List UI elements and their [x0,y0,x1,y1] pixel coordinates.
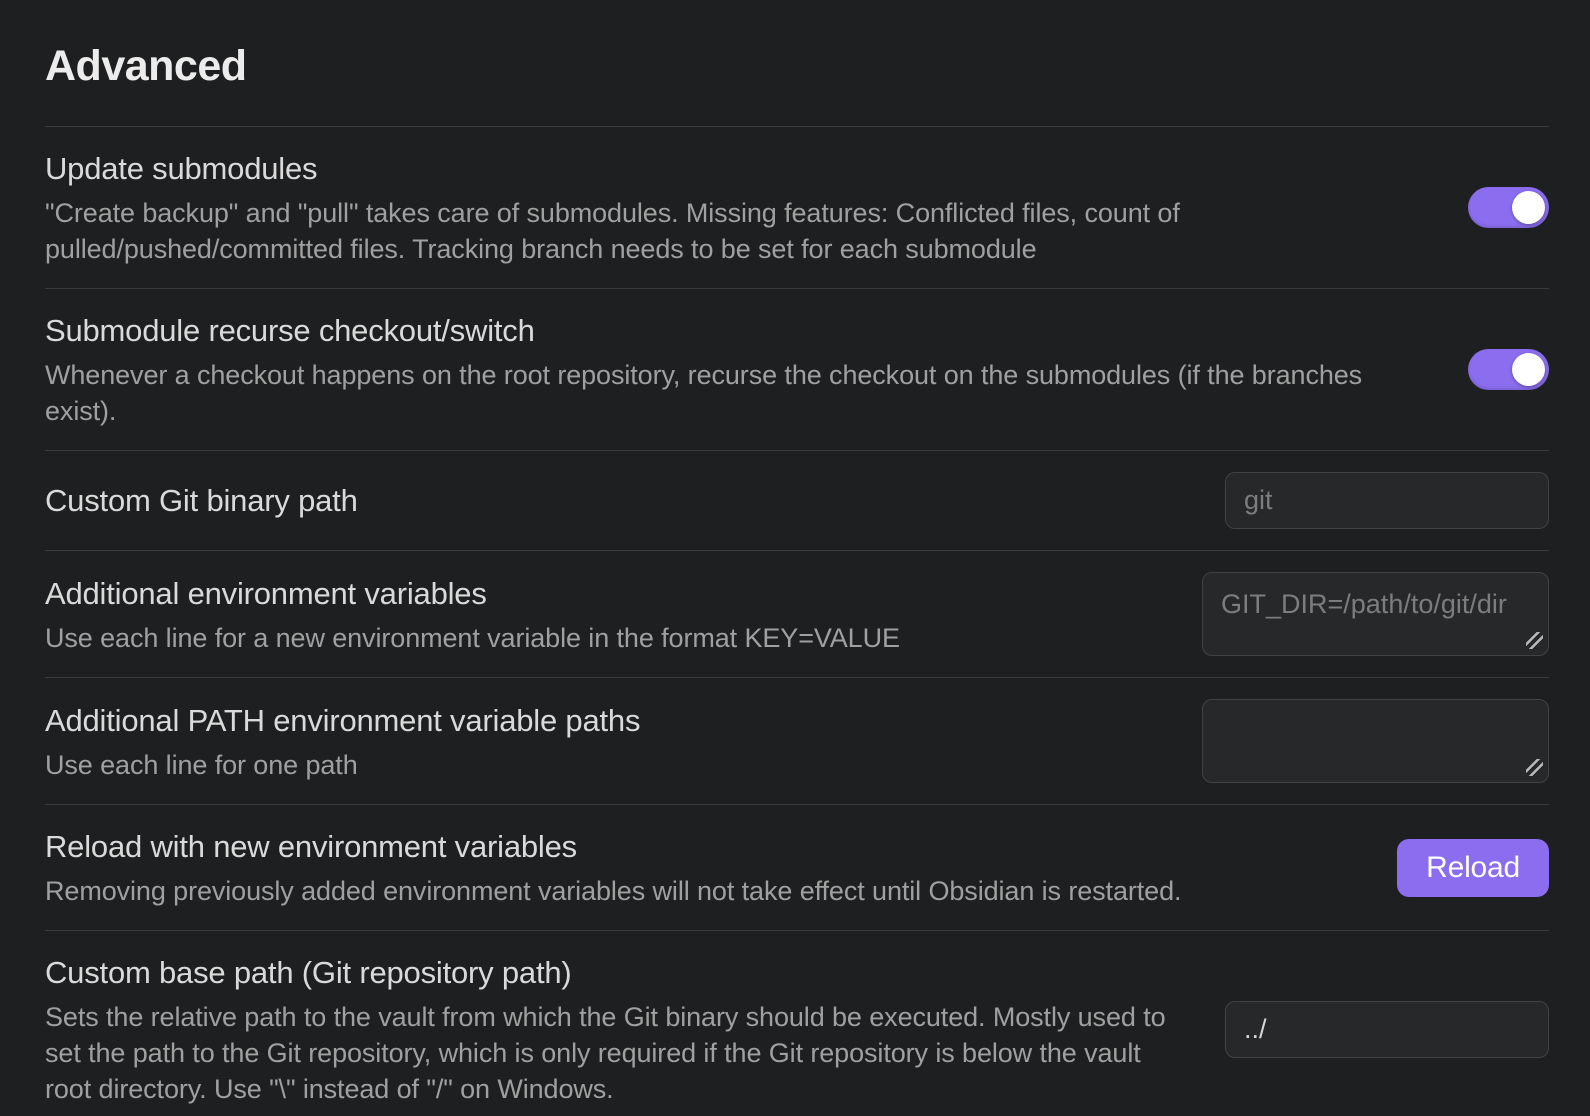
setting-control [1397,839,1549,897]
setting-name: Update submodules [45,151,318,186]
setting-control [1468,349,1549,390]
setting-row-custom-base-path [45,931,1549,1116]
setting-control [1225,472,1549,529]
setting-name: Custom base path (Git repository path) [45,955,572,990]
setting-description: Sets the relative path to the vault from which the Git binary should be executed. Mostly used to set the path to the Git repository, which is only required if the Git repository is below the vault root directory. Use "\" instead of "/" on Windows. [45,1002,1166,1104]
setting-control [1468,187,1549,228]
toggle-knob [1512,353,1545,386]
setting-row-git-binary-path [45,451,1549,551]
setting-info [45,310,1428,429]
submodule-recurse-toggle[interactable] [1468,349,1549,390]
setting-description: Whenever a checkout happens on the root repository, recurse the checkout on the submodules (if the branches exist). [45,360,1363,426]
setting-description: "Create backup" and "pull" takes care of submodules. Missing features: Conflicted files, count of pulled/pushed/committed files. Tracking branch needs to be set for each submodule [45,198,1180,264]
setting-name: Custom Git binary path [45,482,358,518]
setting-description: Use each line for a new environment variable in the format KEY=VALUE [45,622,900,653]
update-submodules-toggle[interactable] [1468,187,1549,228]
settings-list [45,126,1549,1116]
setting-row-update-submodules [45,127,1549,289]
setting-row-reload-env [45,805,1549,931]
setting-name: Additional PATH environment variable paths [45,702,641,738]
setting-row-submodule-recurse [45,289,1549,451]
page-title: Advanced [45,42,247,90]
setting-control [1202,572,1549,656]
setting-row-path-variables [45,678,1549,805]
setting-info [45,480,1185,522]
setting-info [45,573,1162,656]
setting-info [45,700,1162,783]
setting-description: Removing previously added environment variables will not take effect until Obsidian is restarted. [45,876,1182,906]
env-variables-textarea[interactable] [1202,572,1549,656]
reload-button[interactable]: Reload [1397,839,1549,897]
setting-description: Use each line for one path [45,749,358,780]
textarea-wrap [1202,699,1549,783]
custom-base-path-input[interactable] [1225,1001,1549,1058]
setting-row-env-variables [45,551,1549,678]
setting-name: Reload with new environment variables [45,829,577,864]
path-variables-textarea[interactable] [1202,699,1549,783]
setting-control [1202,699,1549,783]
textarea-wrap [1202,572,1549,656]
setting-info [45,952,1185,1107]
setting-name: Submodule recurse checkout/switch [45,313,535,348]
git-binary-path-input[interactable] [1225,472,1549,529]
setting-info [45,148,1428,267]
setting-info [45,826,1357,909]
setting-name: Additional environment variables [45,575,487,611]
toggle-knob [1512,191,1545,224]
setting-control [1225,1001,1549,1058]
